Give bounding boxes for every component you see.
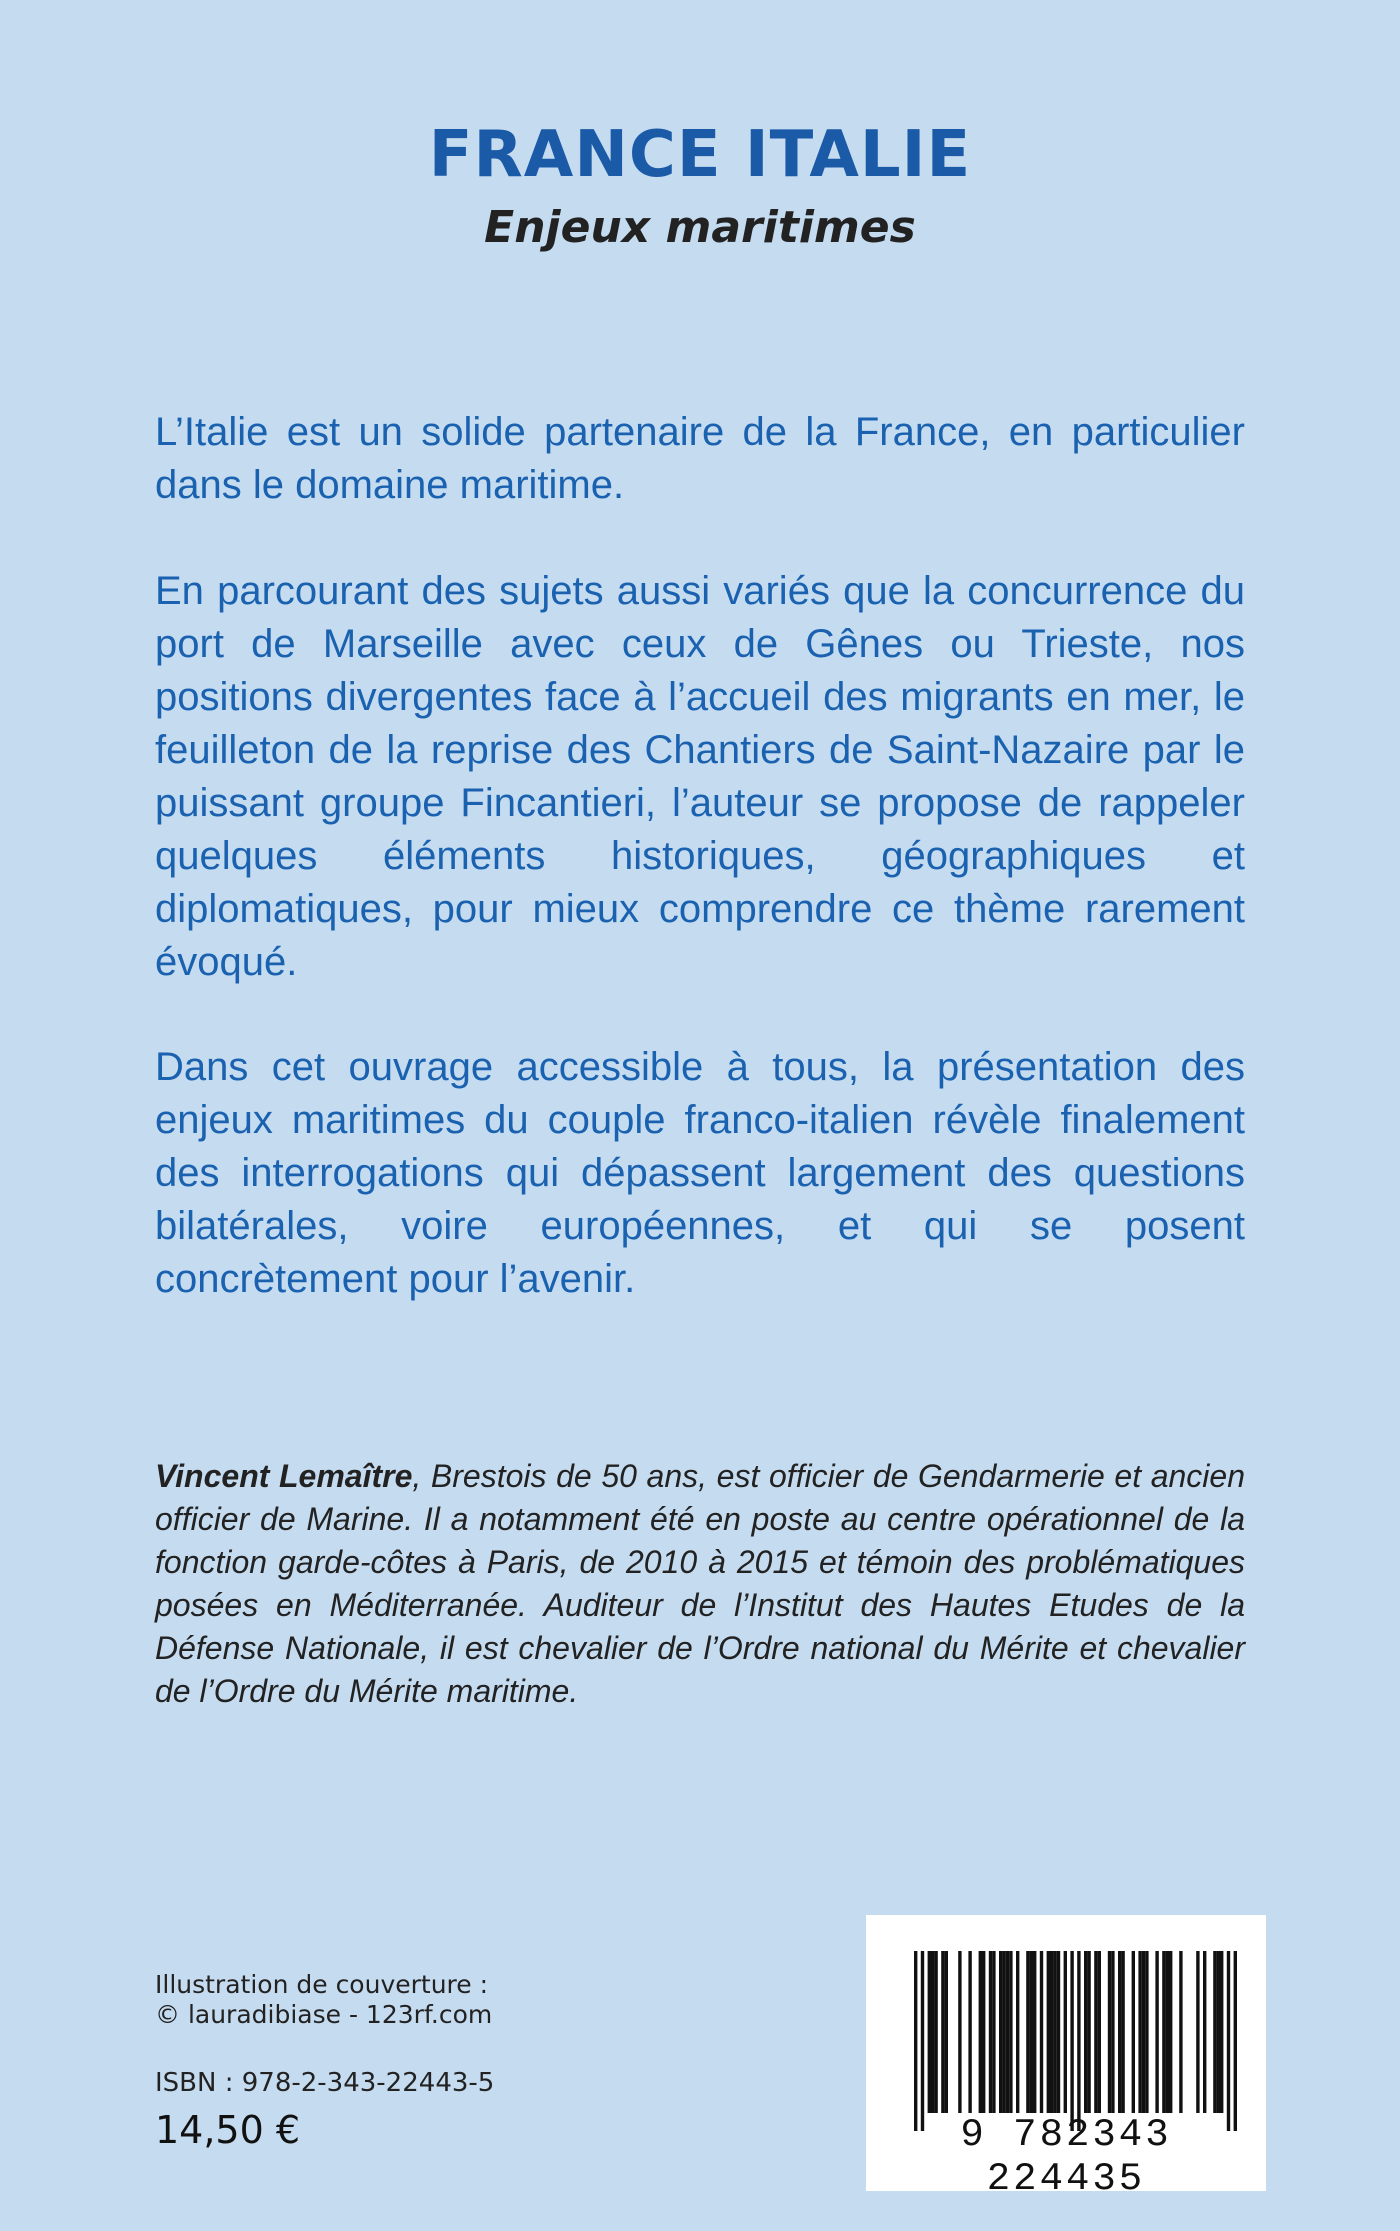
barcode-bar (1234, 1951, 1237, 2131)
cover-illustration-credit (155, 1970, 492, 2030)
barcode-bar (1203, 1951, 1206, 2113)
blurb-paragraph-3: Dans cet ouvrage accessible à tous, la présentation des enjeux maritimes du couple franco-italien révèle finalement des interrogations qui dépassent largement des questions bilatérales, voire européennes, et qui se posent concrètement pour l’avenir. (155, 1045, 1245, 1301)
barcode-bar (1108, 1951, 1111, 2113)
barcode-bar (1006, 1951, 1009, 2113)
barcode-bar (1030, 1951, 1033, 2113)
barcode-bar (979, 1951, 982, 2113)
author-bio-text: , Brestois de 50 ans, est officier de Gendarmerie et ancien officier de Marine. Il a notamment été en poste au centre opérationnel de la fonction garde-côtes à Paris, de 2010 à 2015 et témoin des problématiques posées en Méditerranée. Auditeur de l’Institut des Hautes Etudes de la Défense Nationale, il est chevalier de l’Ordre national du Mérite et chevalier de l’Ordre du Mérite maritime. (155, 1458, 1246, 1709)
barcode-bar (1009, 1951, 1012, 2113)
barcode-bar (1047, 1951, 1050, 2113)
credit-source: © lauradibiase - 123rf.com (155, 2000, 493, 2029)
barcode-bar (1087, 1951, 1090, 2113)
book-subtitle: Enjeux maritimes (484, 202, 916, 253)
barcode (866, 1915, 1266, 2201)
barcode-bar (921, 1951, 924, 2131)
barcode-bar (928, 1951, 931, 2113)
barcode-bar (1098, 1951, 1101, 2113)
barcode-bar (1121, 1951, 1124, 2113)
barcode-bar (945, 1951, 948, 2113)
book-title: FRANCE ITALIE (428, 118, 972, 192)
barcode-bar (1016, 1951, 1019, 2113)
barcode-bar (1084, 1951, 1087, 2113)
barcode-bar (1155, 1951, 1158, 2113)
barcode-bar (1179, 1951, 1182, 2113)
barcode-bar (1169, 1951, 1172, 2113)
barcode-bar (1217, 1951, 1220, 2113)
barcode-bar (1132, 1951, 1135, 2113)
barcode-bar (1077, 1951, 1080, 2131)
credit-label: Illustration de couverture : (155, 1970, 489, 1999)
barcode-bar (1138, 1951, 1141, 2113)
barcode-bar (1142, 1951, 1145, 2113)
barcode-bar (958, 1951, 961, 2113)
barcode-bar (982, 1951, 985, 2113)
barcode-bar (1213, 1951, 1216, 2113)
barcode-bar (1220, 1951, 1223, 2113)
barcode-bar (999, 1951, 1002, 2113)
author-name: Vincent Lemaître (155, 1458, 413, 1494)
price: 14,50 € (155, 2108, 301, 2152)
barcode-bar (914, 1951, 917, 2131)
barcode-bar (941, 1951, 944, 2113)
barcode-digits: 9 782343 224435 (960, 2113, 1172, 2201)
isbn: ISBN : 978-2-343-22443-5 (155, 2068, 495, 2098)
barcode-bar (1162, 1951, 1165, 2113)
barcode-bar (989, 1951, 992, 2113)
barcode-bar (992, 1951, 995, 2113)
barcode-bar (1166, 1951, 1169, 2113)
barcode-bar (1033, 1951, 1036, 2113)
barcode-bar (1053, 1951, 1056, 2113)
barcode-bar (1094, 1951, 1097, 2113)
blurb-paragraph-1: L’Italie est un solide partenaire de la France, en particulier dans le domaine maritime. (155, 410, 1245, 507)
barcode-bar (1057, 1951, 1060, 2113)
barcode-bar (1145, 1951, 1148, 2113)
barcode-bar (1050, 1951, 1053, 2113)
barcode-bar (1064, 1951, 1067, 2113)
blurb-paragraph-2: En parcourant des sujets aussi variés que la concurrence du port de Marseille avec ceux de Gênes ou Trieste, nos positions divergentes face à l’accueil des migrants en mer, le feuilleton de la reprise des Chantiers de Saint-Nazaire par le puissant groupe Fincantieri, l’auteur se propose de rappeler quelques éléments historiques, géographiques et diplomatiques, pour mieux comprendre ce thème rarement évoqué. (155, 569, 1245, 984)
barcode-bar (1227, 1951, 1230, 2131)
barcode-bar (1070, 1951, 1073, 2131)
barcode-bar (1002, 1951, 1005, 2113)
barcode-bar (1026, 1951, 1029, 2113)
barcode-bar (1118, 1951, 1121, 2113)
barcode-bar (934, 1951, 937, 2113)
barcode-bar (968, 1951, 971, 2113)
barcode-bar (931, 1951, 934, 2113)
barcode-bar (1196, 1951, 1199, 2113)
author-bio (155, 1455, 1245, 1713)
barcode-bar (1040, 1951, 1043, 2113)
barcode-bar (1111, 1951, 1114, 2113)
